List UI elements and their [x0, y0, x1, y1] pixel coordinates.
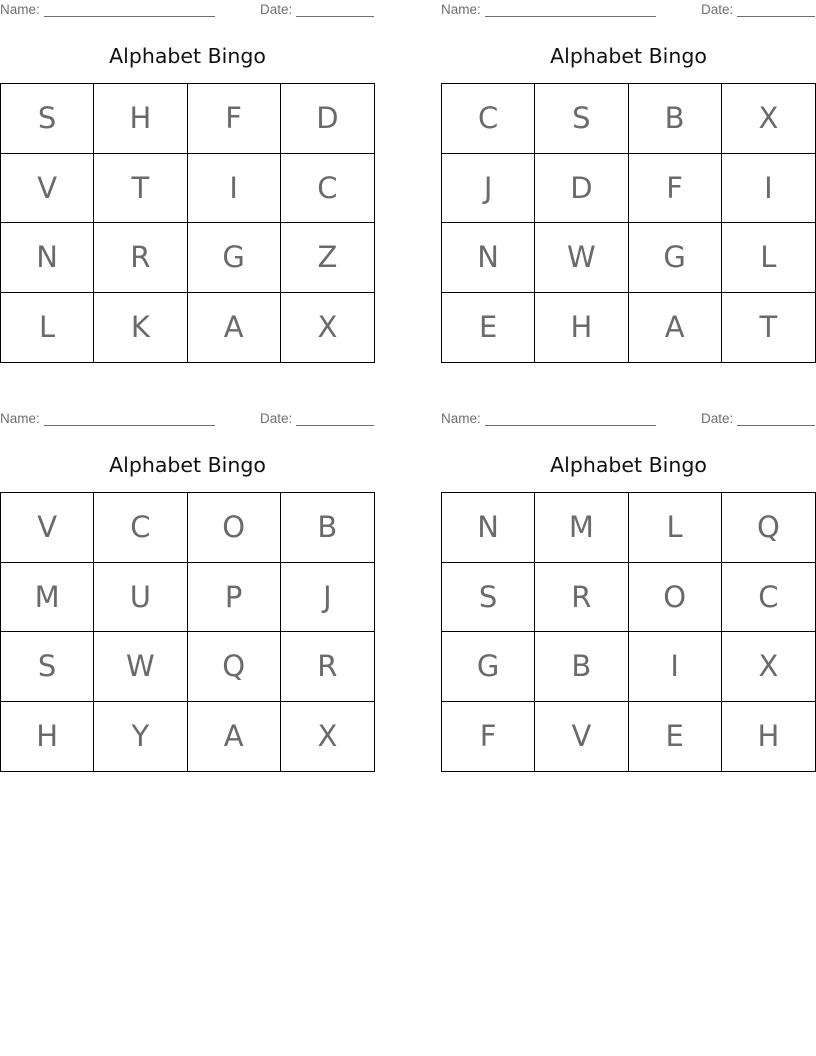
bingo-cell[interactable]: H: [94, 84, 187, 154]
bingo-cell[interactable]: D: [281, 84, 374, 154]
student-info-line: [0, 2, 375, 18]
bingo-cell[interactable]: V: [1, 154, 94, 224]
date-field[interactable]: [701, 411, 815, 426]
date-blank-line[interactable]: [737, 411, 815, 426]
bingo-card: [0, 0, 375, 375]
bingo-cell[interactable]: G: [442, 632, 535, 702]
name-blank-line[interactable]: [44, 2, 215, 17]
bingo-cell[interactable]: D: [535, 154, 628, 224]
bingo-cell[interactable]: C: [722, 563, 815, 633]
bingo-cell[interactable]: O: [188, 493, 281, 563]
name-label: Name:: [441, 411, 481, 426]
bingo-cell[interactable]: S: [1, 84, 94, 154]
bingo-cell[interactable]: L: [722, 223, 815, 293]
date-field[interactable]: [701, 2, 815, 17]
bingo-cell[interactable]: J: [281, 563, 374, 633]
bingo-cell[interactable]: C: [94, 493, 187, 563]
bingo-cell[interactable]: T: [759, 310, 778, 345]
name-blank-line[interactable]: [485, 411, 656, 426]
bingo-cell[interactable]: F: [442, 702, 535, 772]
bingo-cell[interactable]: K: [94, 293, 187, 363]
student-info-line: [441, 2, 816, 18]
bingo-cell[interactable]: A: [629, 293, 722, 363]
date-field[interactable]: [260, 2, 374, 17]
bingo-cell[interactable]: S: [1, 632, 94, 702]
name-field[interactable]: [441, 2, 656, 17]
bingo-cell[interactable]: W: [535, 223, 628, 293]
bingo-cell[interactable]: M: [535, 493, 628, 563]
bingo-cell[interactable]: E: [442, 293, 535, 363]
bingo-cell[interactable]: X: [722, 632, 815, 702]
bingo-card: [0, 409, 375, 784]
bingo-cell[interactable]: H: [757, 719, 780, 754]
bingo-cell[interactable]: R: [535, 563, 628, 633]
bingo-cell[interactable]: B: [281, 493, 374, 563]
date-blank-line[interactable]: [296, 411, 374, 426]
bingo-cell[interactable]: C: [442, 84, 535, 154]
bingo-cell[interactable]: U: [94, 563, 187, 633]
bingo-cell[interactable]: T: [94, 154, 187, 224]
card-title: Alphabet Bingo: [550, 453, 707, 477]
bingo-cell[interactable]: N: [442, 223, 535, 293]
bingo-cell[interactable]: I: [188, 154, 281, 224]
bingo-cell[interactable]: E: [629, 702, 722, 772]
student-info-line: [0, 411, 375, 427]
date-label: Date:: [701, 2, 734, 17]
bingo-cell[interactable]: Q: [188, 632, 281, 702]
bingo-cell[interactable]: X: [317, 310, 338, 345]
bingo-cell[interactable]: P: [188, 563, 281, 633]
bingo-cell[interactable]: I: [629, 632, 722, 702]
bingo-cell[interactable]: H: [535, 293, 628, 363]
date-label: Date:: [260, 2, 293, 17]
name-blank-line[interactable]: [44, 411, 215, 426]
bingo-cell[interactable]: I: [722, 154, 815, 224]
date-blank-line[interactable]: [296, 2, 374, 17]
date-blank-line[interactable]: [737, 2, 815, 17]
name-field[interactable]: [441, 411, 656, 426]
name-label: Name:: [0, 411, 40, 426]
bingo-cell[interactable]: L: [629, 493, 722, 563]
bingo-cell[interactable]: B: [629, 84, 722, 154]
name-field[interactable]: [0, 2, 215, 17]
bingo-cell[interactable]: F: [629, 154, 722, 224]
bingo-cell[interactable]: J: [442, 154, 535, 224]
bingo-grid: [441, 83, 816, 363]
bingo-card: [441, 0, 816, 375]
date-label: Date:: [260, 411, 293, 426]
bingo-cell[interactable]: V: [535, 702, 628, 772]
bingo-cell[interactable]: V: [1, 493, 94, 563]
bingo-cell[interactable]: H: [1, 702, 94, 772]
bingo-grid: [441, 492, 816, 772]
bingo-cell[interactable]: Y: [94, 702, 187, 772]
bingo-cell[interactable]: O: [629, 563, 722, 633]
date-label: Date:: [701, 411, 734, 426]
bingo-cell[interactable]: M: [1, 563, 94, 633]
bingo-cell[interactable]: C: [281, 154, 374, 224]
bingo-cell[interactable]: R: [94, 223, 187, 293]
bingo-grid: [0, 83, 375, 363]
bingo-cell[interactable]: G: [629, 223, 722, 293]
bingo-cell[interactable]: A: [188, 702, 281, 772]
card-title: Alphabet Bingo: [550, 44, 707, 68]
bingo-cell[interactable]: Z: [281, 223, 374, 293]
name-label: Name:: [441, 2, 481, 17]
name-field[interactable]: [0, 411, 215, 426]
bingo-cell[interactable]: Q: [722, 493, 815, 563]
bingo-cell[interactable]: F: [188, 84, 281, 154]
bingo-cell[interactable]: S: [535, 84, 628, 154]
bingo-cell[interactable]: L: [1, 293, 94, 363]
student-info-line: [441, 411, 816, 427]
bingo-cell[interactable]: G: [188, 223, 281, 293]
bingo-cell[interactable]: S: [442, 563, 535, 633]
bingo-cell[interactable]: N: [442, 493, 535, 563]
name-label: Name:: [0, 2, 40, 17]
bingo-cell[interactable]: X: [317, 719, 338, 754]
bingo-cell[interactable]: W: [94, 632, 187, 702]
name-blank-line[interactable]: [485, 2, 656, 17]
bingo-cell[interactable]: N: [1, 223, 94, 293]
bingo-cell[interactable]: B: [535, 632, 628, 702]
bingo-cell[interactable]: X: [722, 84, 815, 154]
card-title: Alphabet Bingo: [109, 453, 266, 477]
bingo-cell[interactable]: R: [281, 632, 374, 702]
card-title: Alphabet Bingo: [109, 44, 266, 68]
bingo-card: [441, 409, 816, 784]
bingo-grid: [0, 492, 375, 772]
bingo-cell[interactable]: A: [188, 293, 281, 363]
date-field[interactable]: [260, 411, 374, 426]
